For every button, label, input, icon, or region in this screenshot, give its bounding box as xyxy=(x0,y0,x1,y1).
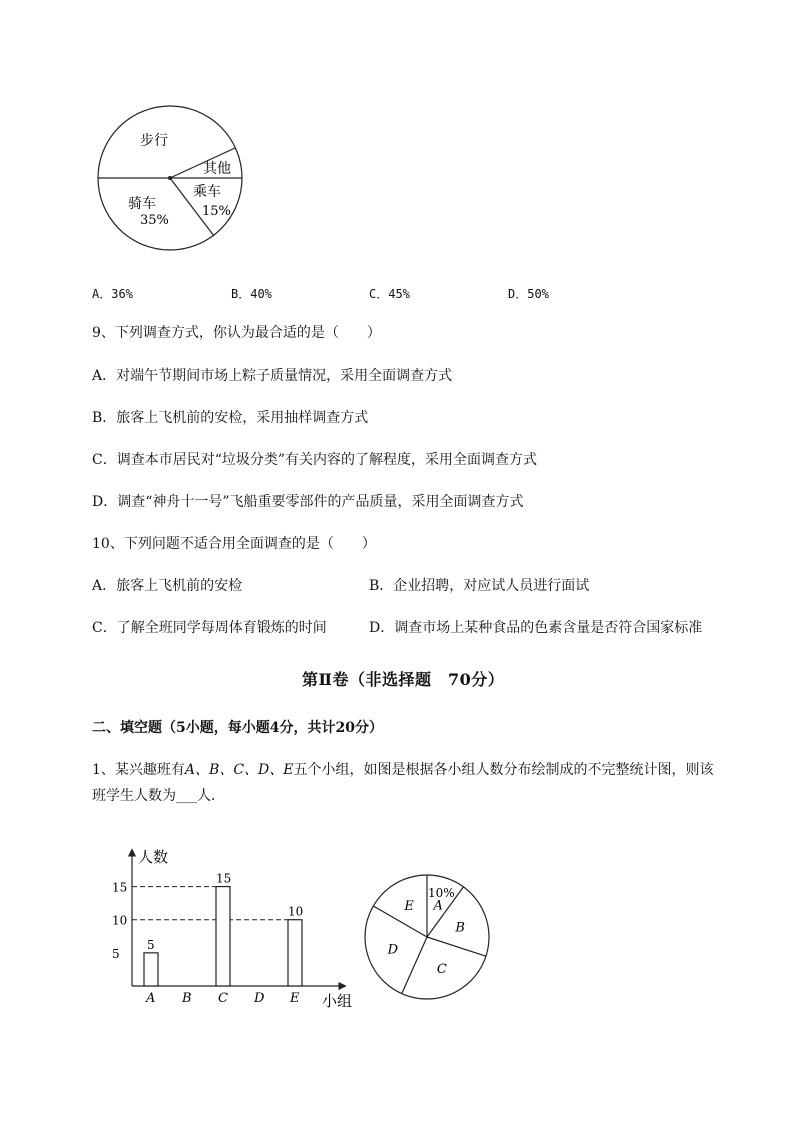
q1-stem-line1 xyxy=(92,760,713,780)
q8-option-c: C．45% xyxy=(369,287,410,301)
pie-label-other: 其他 xyxy=(203,161,231,177)
pie-label-bike: 骑车 xyxy=(128,196,156,212)
y-axis-label: 人数 xyxy=(138,848,169,866)
q1-stem-pre: 1、某兴趣班有 xyxy=(92,762,185,778)
q10-stem: 10、下列问题不适合用全面调查的是（ ） xyxy=(92,536,376,552)
pie2-slice-label-B: B xyxy=(455,920,465,936)
bar-data-label-C: 15 xyxy=(216,871,232,886)
x-axis-label: 小组 xyxy=(322,992,353,1010)
pie-center-dot xyxy=(168,176,172,180)
x-tick-label-B: B xyxy=(182,991,192,1006)
x-tick-label-C: C xyxy=(218,991,228,1006)
pie-label-bus: 乘车 xyxy=(193,184,221,200)
y-tick-label-15: 15 xyxy=(112,880,128,895)
y-tick-label-5: 5 xyxy=(112,946,120,961)
bar-E xyxy=(288,920,302,986)
q10-option-c: C．了解全班同学每周体育锻炼的时间 xyxy=(92,620,327,636)
bar-data-label-A: 5 xyxy=(147,937,155,952)
q10-option-d: D．调查市场上某种食品的色素含量是否符合国家标准 xyxy=(369,620,703,636)
pie-label-walk: 步行 xyxy=(140,133,168,149)
x-tick-label-A: A xyxy=(146,991,156,1006)
group-pie-chart xyxy=(360,870,495,1005)
section-2-title: 二、填空题（5小题，每小题4分，共计20分） xyxy=(92,720,383,736)
q9-option-b: B．旅客上飞机前的安检，采用抽样调查方式 xyxy=(92,410,369,426)
bar-C xyxy=(216,887,230,986)
q1-stem-post: 五个小组，如图是根据各小组人数分布绘制成的不完整统计图，则该 xyxy=(293,762,714,778)
bar-A xyxy=(144,953,158,986)
q8-option-d: D．50% xyxy=(508,287,549,301)
bar-data-label-E: 10 xyxy=(288,904,304,919)
q10-option-a: A．旅客上飞机前的安检 xyxy=(92,578,243,594)
pie2-slice-label-D: D xyxy=(387,942,399,958)
x-tick-label-D: D xyxy=(254,991,265,1006)
part-2-title: 第Ⅱ卷（非选择题 70分） xyxy=(302,670,505,689)
q8-option-b: B．40% xyxy=(231,287,272,301)
q8-option-a: A．36% xyxy=(92,287,133,301)
y-tick-label-10: 10 xyxy=(112,913,128,928)
pie-label-bike-pct: 35% xyxy=(140,213,169,228)
q9-option-a: A．对端午节期间市场上粽子质量情况，采用全面调查方式 xyxy=(92,368,453,384)
q1-stem-line2: 班学生人数为___人． xyxy=(92,788,225,804)
q9-stem: 9、下列调查方式，你认为最合适的是（ ） xyxy=(92,325,381,341)
pie2-slice-pct-A: 10% xyxy=(428,886,455,900)
x-tick-label-E: E xyxy=(290,991,300,1006)
q9-option-d: D．调查“神舟十一号”飞船重要零部件的产品质量，采用全面调查方式 xyxy=(92,494,524,510)
pie-label-bus-pct: 15% xyxy=(202,204,231,219)
q1-stem-groups: A、B、C、D、E xyxy=(184,762,294,778)
travel-mode-pie-chart xyxy=(90,100,250,260)
q10-option-b: B．企业招聘，对应试人员进行面试 xyxy=(369,578,590,594)
pie2-slice-label-E: E xyxy=(404,898,414,914)
pie2-slice-label-A: A xyxy=(433,898,443,914)
group-bar-chart xyxy=(100,840,360,1020)
pie2-slice-label-C: C xyxy=(436,962,447,978)
q9-option-c: C．调查本市居民对“垃圾分类”有关内容的了解程度，采用全面调查方式 xyxy=(92,452,538,468)
